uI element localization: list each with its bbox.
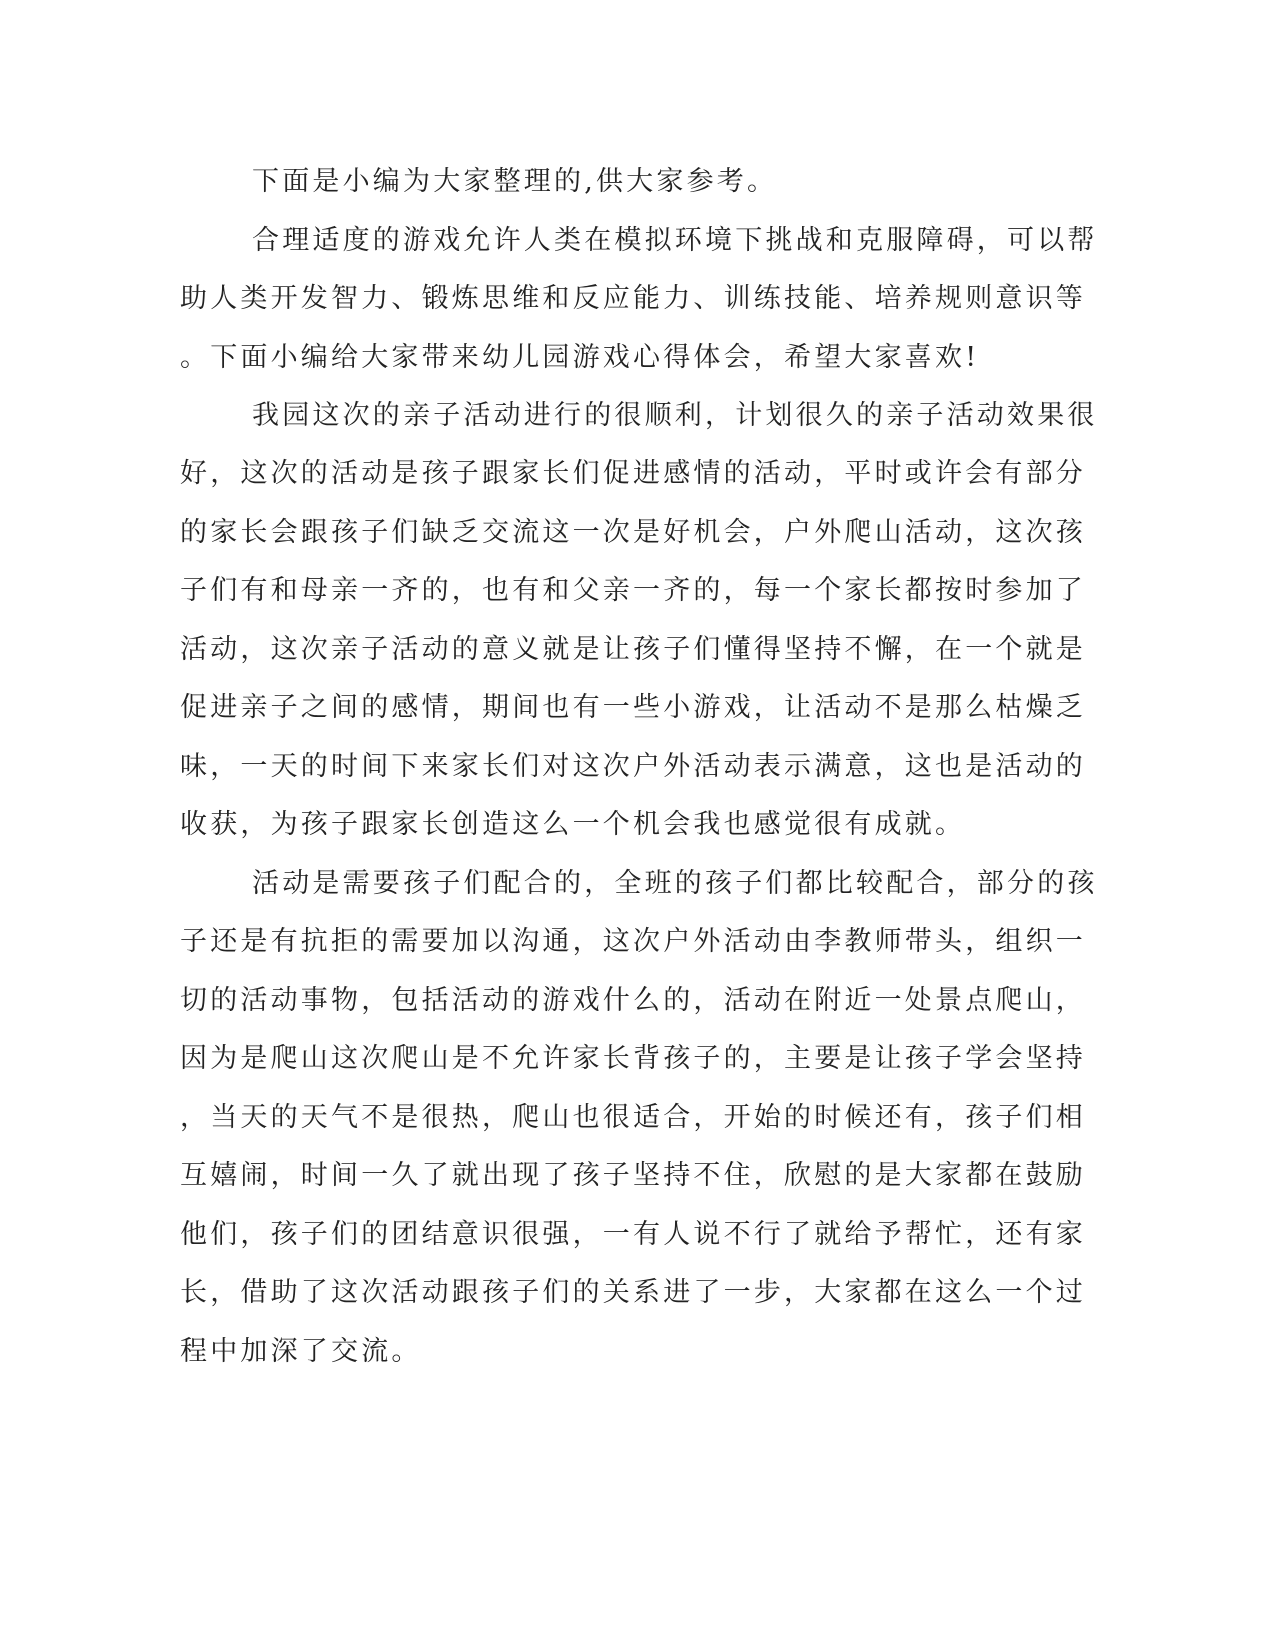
text-line: 活动是需要孩子们配合的，全班的孩子们都比较配合，部分的孩 [252,868,1098,899]
text-line: 互嬉闹，时间一久了就出现了孩子坚持不住，欣慰的是大家都在鼓励 [180,1160,1086,1191]
text-line: 我园这次的亲子活动进行的很顺利，计划很久的亲子活动效果很 [252,400,1098,431]
text-line: 收获，为孩子跟家长创造这么一个机会我也感觉很有成就。 [180,809,966,840]
text-line: 长，借助了这次活动跟孩子们的关系进了一步，大家都在这么一个过 [180,1277,1086,1308]
text-line: 的家长会跟孩子们缺乏交流这一次是好机会，户外爬山活动，这次孩 [180,517,1086,548]
text-line: 切的活动事物，包括活动的游戏什么的，活动在附近一处景点爬山， [180,985,1086,1016]
text-line: 子们有和母亲一齐的，也有和父亲一齐的，每一个家长都按时参加了 [180,575,1086,606]
text-line: 程中加深了交流。 [180,1336,422,1367]
text-line: 他们，孩子们的团结意识很强，一有人说不行了就给予帮忙，还有家 [180,1219,1086,1250]
text-line: 助人类开发智力、锻炼思维和反应能力、训练技能、培养规则意识等 [180,283,1086,314]
text-line: 活动，这次亲子活动的意义就是让孩子们懂得坚持不懈，在一个就是 [180,634,1086,665]
text-line: 合理适度的游戏允许人类在模拟环境下挑战和克服障碍，可以帮 [252,225,1098,256]
text-line: 下面是小编为大家整理的,供大家参考。 [252,166,778,197]
text-line: 。下面小编给大家带来幼儿园游戏心得体会，希望大家喜欢! [180,342,980,373]
text-line: ，当天的天气不是很热，爬山也很适合，开始的时候还有，孩子们相 [180,1102,1086,1133]
text-line: 因为是爬山这次爬山是不允许家长背孩子的，主要是让孩子学会坚持 [180,1043,1086,1074]
text-line: 味，一天的时间下来家长们对这次户外活动表示满意，这也是活动的 [180,751,1086,782]
text-line: 好，这次的活动是孩子跟家长们促进感情的活动，平时或许会有部分 [180,458,1086,489]
text-line: 子还是有抗拒的需要加以沟通，这次户外活动由李教师带头，组织一 [180,926,1086,957]
text-line: 促进亲子之间的感情，期间也有一些小游戏，让活动不是那么枯燥乏 [180,692,1086,723]
